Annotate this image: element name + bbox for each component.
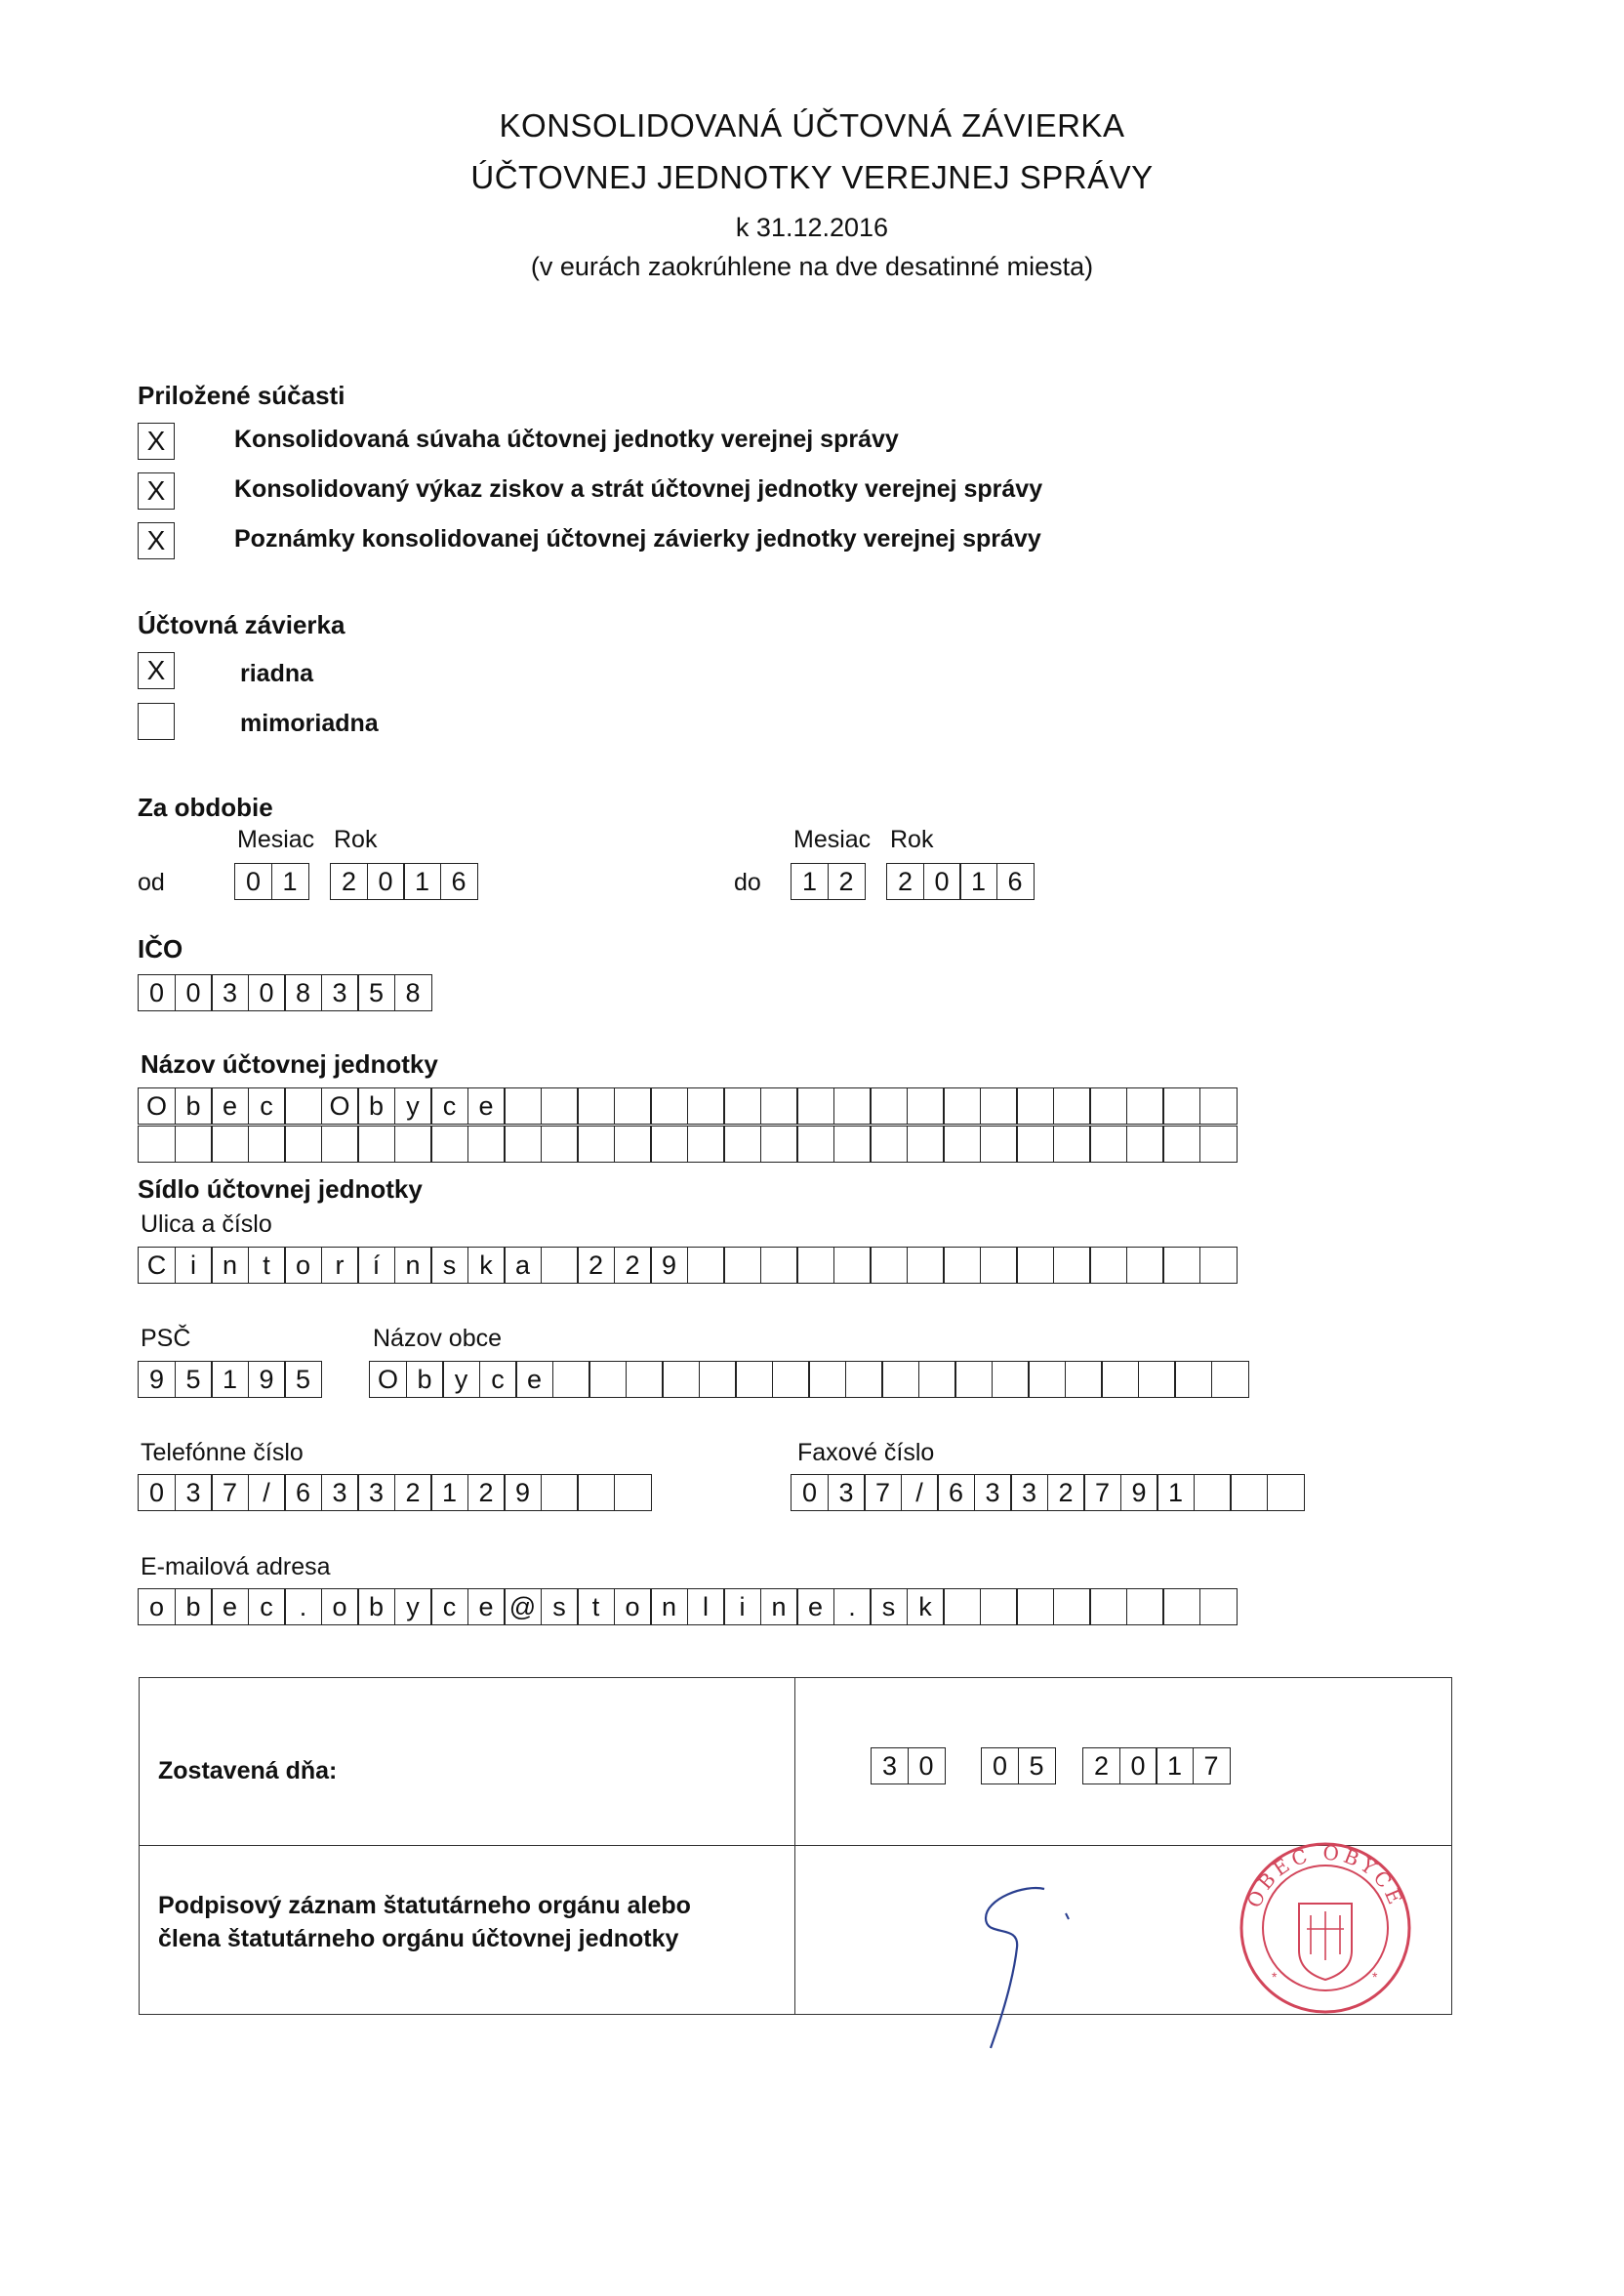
svg-text:OBEC OBYCE (1242, 1840, 1409, 1910)
char-cell[interactable] (614, 1087, 652, 1125)
prepared-on-label: Zostavená dňa: (158, 1757, 338, 1784)
char-cell[interactable]: e (467, 1087, 506, 1125)
char-cell[interactable]: @ (504, 1588, 542, 1625)
official-stamp (1233, 1835, 1418, 2021)
char-cell[interactable]: 1 (271, 863, 309, 900)
char-cell[interactable]: 7 (1083, 1474, 1121, 1511)
svg-text:*: * (1272, 1969, 1278, 1985)
char-cell[interactable] (687, 1126, 725, 1163)
char-cell[interactable]: 3 (175, 1474, 213, 1511)
char-cell[interactable] (1089, 1087, 1127, 1125)
handwritten-signature (956, 1865, 1113, 2060)
char-cell[interactable]: e (796, 1588, 834, 1625)
char-cell[interactable] (833, 1087, 872, 1125)
char-cell[interactable]: O (321, 1087, 359, 1125)
email-label: E-mailová adresa (141, 1553, 331, 1580)
char-cell[interactable]: r (321, 1247, 359, 1284)
char-cell[interactable] (760, 1247, 798, 1284)
email-field[interactable] (138, 1588, 1236, 1625)
char-cell[interactable] (980, 1087, 1018, 1125)
char-cell[interactable]: 1 (1157, 1474, 1195, 1511)
char-cell[interactable] (943, 1126, 981, 1163)
char-cell[interactable]: 2 (1082, 1747, 1120, 1784)
ordinary-label: riadna (240, 660, 314, 687)
char-cell[interactable]: c (248, 1087, 286, 1125)
extraordinary-label: mimoriadna (240, 710, 379, 737)
char-cell[interactable]: y (394, 1087, 432, 1125)
char-cell[interactable] (943, 1247, 981, 1284)
form-title-line1: KONSOLIDOVANÁ ÚČTOVNÁ ZÁVIERKA (499, 107, 1125, 144)
char-cell[interactable]: s (430, 1247, 468, 1284)
char-cell[interactable] (1199, 1247, 1238, 1284)
char-cell[interactable] (870, 1087, 908, 1125)
char-cell[interactable] (577, 1087, 615, 1125)
from-month-field[interactable] (234, 863, 307, 900)
char-cell[interactable] (918, 1361, 956, 1398)
char-cell[interactable] (1101, 1361, 1139, 1398)
char-cell[interactable] (1016, 1126, 1054, 1163)
char-cell[interactable] (1162, 1087, 1200, 1125)
extraordinary-checkbox[interactable] (138, 703, 175, 740)
char-cell[interactable] (541, 1126, 579, 1163)
char-cell[interactable] (1016, 1087, 1054, 1125)
char-cell[interactable]: 9 (138, 1361, 176, 1398)
char-cell[interactable]: n (760, 1588, 798, 1625)
char-cell[interactable] (1053, 1588, 1091, 1625)
stamp-text: OBEC OBYCE (1241, 1840, 1409, 1911)
char-cell[interactable]: 0 (908, 1747, 946, 1784)
char-cell[interactable]: 3 (211, 974, 249, 1011)
char-cell[interactable] (723, 1087, 761, 1125)
char-cell[interactable] (1126, 1126, 1164, 1163)
phone-field[interactable] (138, 1474, 650, 1511)
char-cell[interactable] (870, 1126, 908, 1163)
char-cell[interactable] (504, 1126, 542, 1163)
char-cell[interactable] (845, 1361, 883, 1398)
char-cell[interactable]: 1 (403, 863, 441, 900)
char-cell[interactable]: 0 (923, 863, 961, 900)
char-cell[interactable] (577, 1126, 615, 1163)
char-cell[interactable]: 0 (138, 1474, 176, 1511)
char-cell[interactable] (626, 1361, 664, 1398)
char-cell[interactable]: 3 (321, 974, 359, 1011)
attachment-label-1: Konsolidovaná súvaha účtovnej jednotky verejnej správy (234, 426, 899, 453)
char-cell[interactable]: 1 (791, 863, 829, 900)
char-cell[interactable] (1028, 1361, 1066, 1398)
char-cell[interactable]: s (541, 1588, 579, 1625)
prepared-day-field[interactable] (871, 1747, 944, 1784)
char-cell[interactable] (699, 1361, 737, 1398)
char-cell[interactable] (357, 1126, 395, 1163)
char-cell[interactable] (687, 1087, 725, 1125)
char-cell[interactable] (1162, 1588, 1200, 1625)
char-cell[interactable] (1267, 1474, 1305, 1511)
attachments-heading: Priložené súčasti (138, 381, 345, 410)
char-cell[interactable]: 1 (1156, 1747, 1194, 1784)
char-cell[interactable] (1065, 1361, 1103, 1398)
char-cell[interactable] (907, 1247, 945, 1284)
char-cell[interactable]: 7 (1193, 1747, 1231, 1784)
char-cell[interactable]: b (175, 1588, 213, 1625)
ico-field[interactable] (138, 974, 430, 1011)
unit-name-row-2[interactable] (138, 1126, 1236, 1163)
char-cell[interactable]: 0 (1119, 1747, 1157, 1784)
char-cell[interactable] (175, 1126, 213, 1163)
char-cell[interactable]: c (479, 1361, 517, 1398)
char-cell[interactable] (552, 1361, 590, 1398)
char-cell[interactable]: 7 (864, 1474, 902, 1511)
char-cell[interactable] (541, 1087, 579, 1125)
char-cell[interactable]: y (442, 1361, 480, 1398)
char-cell[interactable]: . (833, 1588, 872, 1625)
char-cell[interactable] (394, 1126, 432, 1163)
char-cell[interactable]: 9 (650, 1247, 688, 1284)
char-cell[interactable] (992, 1361, 1030, 1398)
char-cell[interactable] (577, 1474, 615, 1511)
char-cell[interactable]: k (467, 1247, 506, 1284)
char-cell[interactable] (284, 1126, 322, 1163)
signature-label-line2: člena štatutárneho orgánu účtovnej jednotky (158, 1925, 679, 1952)
ordinary-checkbox[interactable]: X (138, 652, 175, 689)
form-title-line2: ÚČTOVNEJ JEDNOTKY VEREJNEJ SPRÁVY (470, 159, 1154, 195)
char-cell[interactable] (467, 1126, 506, 1163)
char-cell[interactable]: e (211, 1087, 249, 1125)
char-cell[interactable]: o (138, 1588, 176, 1625)
street-label: Ulica a číslo (141, 1210, 272, 1238)
char-cell[interactable] (796, 1087, 834, 1125)
char-cell[interactable] (907, 1126, 945, 1163)
attachment-checkbox-1[interactable]: X (138, 423, 175, 460)
char-cell[interactable] (687, 1247, 725, 1284)
char-cell[interactable]: o (614, 1588, 652, 1625)
fax-field[interactable] (791, 1474, 1303, 1511)
char-cell[interactable]: 2 (828, 863, 866, 900)
reporting-date: k 31.12.2016 (735, 213, 889, 242)
char-cell[interactable]: 6 (284, 1474, 322, 1511)
char-cell[interactable]: 0 (138, 974, 176, 1011)
char-cell[interactable]: 8 (394, 974, 432, 1011)
signature-label-line1: Podpisový záznam štatutárneho orgánu alebo (158, 1892, 691, 1919)
char-cell[interactable] (954, 1361, 993, 1398)
char-cell[interactable]: / (901, 1474, 939, 1511)
char-cell[interactable] (833, 1126, 872, 1163)
char-cell[interactable] (321, 1126, 359, 1163)
char-cell[interactable] (248, 1126, 286, 1163)
char-cell[interactable]: 5 (175, 1361, 213, 1398)
char-cell[interactable]: 2 (886, 863, 924, 900)
svg-text:*: * (1372, 1969, 1378, 1985)
char-cell[interactable] (943, 1087, 981, 1125)
char-cell[interactable] (1199, 1126, 1238, 1163)
char-cell[interactable] (1126, 1247, 1164, 1284)
char-cell[interactable]: e (467, 1588, 506, 1625)
psc-label: PSČ (141, 1325, 191, 1352)
char-cell[interactable]: b (406, 1361, 444, 1398)
char-cell[interactable]: C (138, 1247, 176, 1284)
char-cell[interactable]: o (284, 1247, 322, 1284)
char-cell[interactable] (723, 1126, 761, 1163)
char-cell[interactable] (796, 1126, 834, 1163)
char-cell[interactable]: s (870, 1588, 908, 1625)
char-cell[interactable] (1126, 1087, 1164, 1125)
char-cell[interactable] (833, 1247, 872, 1284)
char-cell[interactable] (980, 1126, 1018, 1163)
char-cell[interactable]: 9 (1120, 1474, 1158, 1511)
char-cell[interactable]: 5 (284, 1361, 322, 1398)
char-cell[interactable]: í (357, 1247, 395, 1284)
char-cell[interactable] (881, 1361, 919, 1398)
char-cell[interactable] (1089, 1588, 1127, 1625)
char-cell[interactable]: k (907, 1588, 945, 1625)
char-cell[interactable]: b (357, 1588, 395, 1625)
char-cell[interactable]: t (577, 1588, 615, 1625)
char-cell[interactable] (650, 1087, 688, 1125)
prepared-month-field[interactable] (981, 1747, 1054, 1784)
currency-note: (v eurách zaokrúhlene na dve desatinné miesta) (530, 252, 1094, 281)
char-cell[interactable]: 3 (1010, 1474, 1048, 1511)
char-cell[interactable]: 9 (504, 1474, 542, 1511)
char-cell[interactable]: y (394, 1588, 432, 1625)
from-year-field[interactable] (330, 863, 476, 900)
char-cell[interactable]: 2 (330, 863, 368, 900)
unit-name-label: Názov účtovnej jednotky (141, 1049, 438, 1079)
char-cell[interactable]: O (369, 1361, 407, 1398)
char-cell[interactable]: n (211, 1247, 249, 1284)
unit-name-row-1[interactable] (138, 1087, 1236, 1125)
char-cell[interactable]: 2 (577, 1247, 615, 1284)
from-month-label: Mesiac (237, 826, 315, 853)
char-cell[interactable] (735, 1361, 773, 1398)
char-cell[interactable] (1211, 1361, 1249, 1398)
town-label: Názov obce (373, 1325, 503, 1352)
char-cell[interactable] (138, 1126, 176, 1163)
town-field[interactable] (369, 1361, 1247, 1398)
char-cell[interactable]: 0 (248, 974, 286, 1011)
char-cell[interactable]: t (248, 1247, 286, 1284)
char-cell[interactable]: n (394, 1247, 432, 1284)
char-cell[interactable] (589, 1361, 627, 1398)
char-cell[interactable]: . (284, 1588, 322, 1625)
char-cell[interactable]: 3 (357, 1474, 395, 1511)
char-cell[interactable] (980, 1247, 1018, 1284)
char-cell[interactable] (614, 1126, 652, 1163)
char-cell[interactable]: n (650, 1588, 688, 1625)
char-cell[interactable]: 7 (211, 1474, 249, 1511)
char-cell[interactable]: 5 (357, 974, 395, 1011)
char-cell[interactable] (1016, 1588, 1054, 1625)
char-cell[interactable]: 0 (175, 974, 213, 1011)
char-cell[interactable]: o (321, 1588, 359, 1625)
char-cell[interactable]: 3 (828, 1474, 866, 1511)
char-cell[interactable]: b (175, 1087, 213, 1125)
from-year-label: Rok (334, 826, 378, 853)
char-cell[interactable] (504, 1087, 542, 1125)
char-cell[interactable]: b (357, 1087, 395, 1125)
char-cell[interactable]: 3 (871, 1747, 909, 1784)
ico-label: IČO (138, 934, 183, 964)
char-cell[interactable]: 2 (614, 1247, 652, 1284)
char-cell[interactable]: 1 (430, 1474, 468, 1511)
char-cell[interactable] (541, 1247, 579, 1284)
statement-type-heading: Účtovná závierka (138, 610, 345, 639)
to-year-label: Rok (890, 826, 934, 853)
char-cell[interactable] (1138, 1361, 1176, 1398)
char-cell[interactable]: 1 (959, 863, 997, 900)
char-cell[interactable]: i (175, 1247, 213, 1284)
char-cell[interactable] (1162, 1247, 1200, 1284)
to-month-field[interactable] (791, 863, 864, 900)
char-cell[interactable] (614, 1474, 652, 1511)
char-cell[interactable] (980, 1588, 1018, 1625)
char-cell[interactable]: a (504, 1247, 542, 1284)
phone-label: Telefónne číslo (141, 1439, 304, 1466)
char-cell[interactable] (1053, 1247, 1091, 1284)
char-cell[interactable] (650, 1126, 688, 1163)
char-cell[interactable]: i (723, 1588, 761, 1625)
char-cell[interactable] (430, 1126, 468, 1163)
char-cell[interactable] (772, 1361, 810, 1398)
char-cell[interactable] (1199, 1588, 1238, 1625)
char-cell[interactable]: e (211, 1588, 249, 1625)
char-cell[interactable]: 3 (321, 1474, 359, 1511)
char-cell[interactable] (1089, 1126, 1127, 1163)
seat-label: Sídlo účtovnej jednotky (138, 1174, 423, 1204)
attachment-label-3: Poznámky konsolidovanej účtovnej závierky jednotky verejnej správy (234, 525, 1041, 553)
char-cell[interactable]: 0 (367, 863, 405, 900)
char-cell[interactable] (870, 1247, 908, 1284)
char-cell[interactable] (723, 1247, 761, 1284)
char-cell[interactable]: e (515, 1361, 553, 1398)
char-cell[interactable]: 2 (394, 1474, 432, 1511)
char-cell[interactable] (796, 1247, 834, 1284)
char-cell[interactable]: 6 (440, 863, 478, 900)
char-cell[interactable] (1053, 1126, 1091, 1163)
char-cell[interactable]: 2 (467, 1474, 506, 1511)
char-cell[interactable] (1016, 1247, 1054, 1284)
char-cell[interactable] (808, 1361, 846, 1398)
char-cell[interactable] (211, 1126, 249, 1163)
to-month-label: Mesiac (793, 826, 872, 853)
prepared-year-field[interactable] (1082, 1747, 1229, 1784)
char-cell[interactable]: / (248, 1474, 286, 1511)
char-cell[interactable] (662, 1361, 700, 1398)
char-cell[interactable]: 6 (937, 1474, 975, 1511)
char-cell[interactable]: c (430, 1588, 468, 1625)
char-cell[interactable] (284, 1087, 322, 1125)
char-cell[interactable] (1089, 1247, 1127, 1284)
char-cell[interactable]: 0 (981, 1747, 1019, 1784)
char-cell[interactable]: c (248, 1588, 286, 1625)
attachment-label-2: Konsolidovaný výkaz ziskov a strát účtovnej jednotky verejnej správy (234, 475, 1043, 503)
char-cell[interactable]: 9 (248, 1361, 286, 1398)
char-cell[interactable]: 1 (211, 1361, 249, 1398)
char-cell[interactable] (1126, 1588, 1164, 1625)
attachment-checkbox-3[interactable]: X (138, 522, 175, 559)
char-cell[interactable] (907, 1087, 945, 1125)
char-cell[interactable] (760, 1087, 798, 1125)
char-cell[interactable] (541, 1474, 579, 1511)
char-cell[interactable]: l (687, 1588, 725, 1625)
char-cell[interactable] (1194, 1474, 1232, 1511)
char-cell[interactable]: O (138, 1087, 176, 1125)
attachment-checkbox-2[interactable]: X (138, 472, 175, 510)
char-cell[interactable] (943, 1588, 981, 1625)
char-cell[interactable] (1053, 1087, 1091, 1125)
char-cell[interactable]: c (430, 1087, 468, 1125)
char-cell[interactable]: 0 (791, 1474, 829, 1511)
char-cell[interactable] (1230, 1474, 1268, 1511)
char-cell[interactable]: 0 (234, 863, 272, 900)
street-field[interactable] (138, 1247, 1236, 1284)
char-cell[interactable] (1174, 1361, 1212, 1398)
char-cell[interactable]: 8 (284, 974, 322, 1011)
char-cell[interactable]: 3 (974, 1474, 1012, 1511)
period-heading: Za obdobie (138, 793, 273, 822)
to-label: do (734, 869, 761, 896)
char-cell[interactable] (1162, 1126, 1200, 1163)
char-cell[interactable]: 5 (1018, 1747, 1056, 1784)
char-cell[interactable]: 2 (1047, 1474, 1085, 1511)
char-cell[interactable] (1199, 1087, 1238, 1125)
psc-field[interactable] (138, 1361, 321, 1398)
from-label: od (138, 869, 165, 896)
to-year-field[interactable] (886, 863, 1033, 900)
signature-block-divider-v (794, 1677, 795, 2015)
fax-label: Faxové číslo (797, 1439, 935, 1466)
char-cell[interactable] (760, 1126, 798, 1163)
char-cell[interactable]: 6 (996, 863, 1035, 900)
